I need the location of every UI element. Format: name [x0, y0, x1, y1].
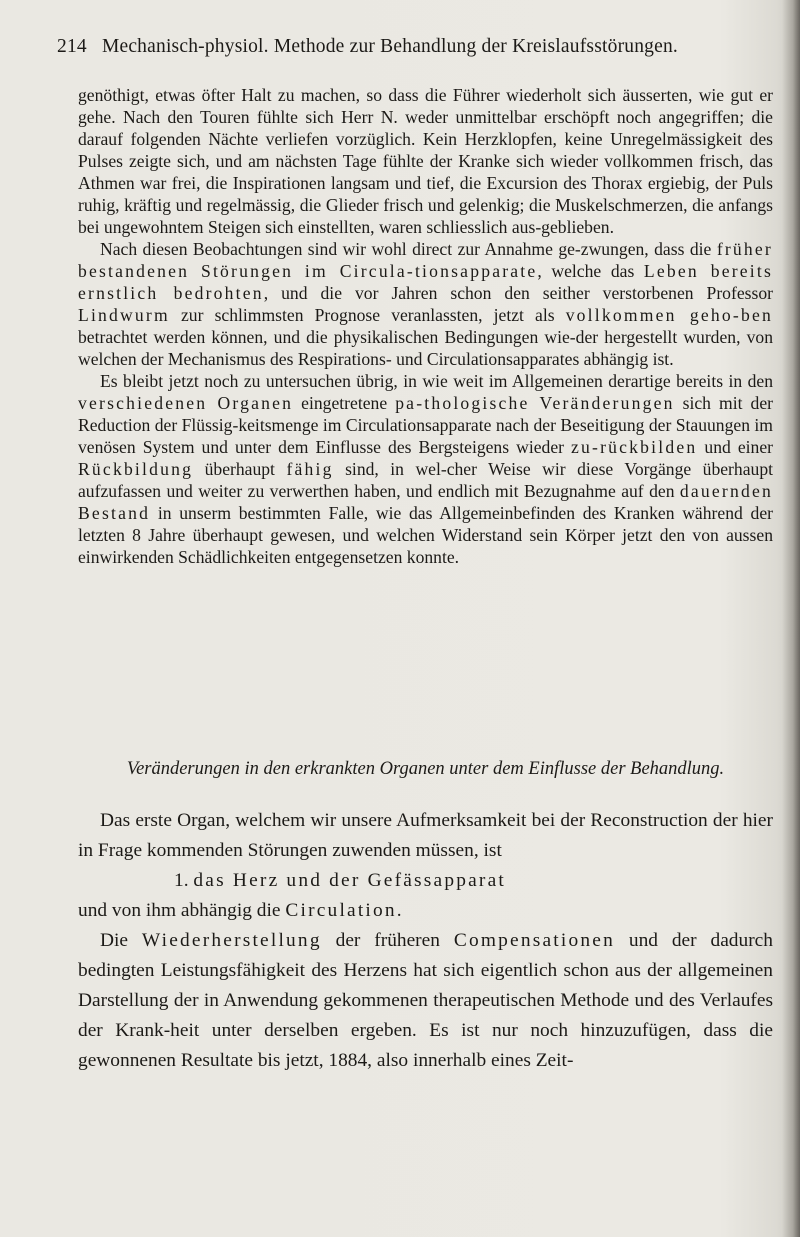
text-run: eingetretene: [301, 393, 388, 413]
emphasis-text: vollkommen geho-ben: [565, 305, 773, 325]
text-run: , welche das: [537, 261, 635, 281]
paragraph-2: [78, 238, 773, 370]
text-run: und der dadurch bedingten Leistungsfähigkeit des Herzens hat sich eigentlich schon aus der allgemeinen Darstellung der in Anwendung gekommenen therapeutischen Methode und des Verlaufes der Krank-heit unter derselben ergeben. Es ist nur noch hinzuzufügen, dass die gewonnenen Resultate bis jetzt, 1884, also innerhalb eines Zeit-: [78, 930, 773, 1071]
text-run: überhaupt: [204, 459, 275, 479]
emphasis-text: Wiederherstellung: [141, 930, 322, 951]
paragraph-4: Das erste Organ, welchem wir unsere Aufmerksamkeit bei der Reconstruction der hier in Frage kommenden Störungen zuwenden müssen, ist: [78, 810, 773, 861]
text-run: Nach diesen Beobachtungen sind wir wohl direct zur Annahme ge-zwungen, dass die: [100, 239, 712, 259]
running-title: Mechanisch-physiol. Methode zur Behandlung der Kreislaufsstörungen.: [101, 36, 678, 57]
emphasis-text: Rückbildung: [78, 459, 194, 479]
text-run: und von ihm abhängig die: [78, 900, 281, 921]
emphasis-text: Circulation.: [285, 900, 404, 921]
text-run: Die: [100, 930, 128, 951]
section-body: [78, 806, 773, 1076]
emphasis-text: fähig: [286, 459, 334, 479]
text-run: sich mit der Reduction der Flüssig-keitsmenge im Circulationsapparate nach der Beseitigung der Stauungen im venösen System und unter dem Einflusse des Bergsteigens wieder: [78, 393, 773, 457]
emphasis-text: Leben bereits ernstlich bedrohten: [78, 261, 774, 303]
paragraph-5: [78, 896, 773, 926]
paragraph-1: genöthigt, etwas öfter Halt zu machen, so dass die Führer wiederholt sich äusserten, wie gut er gehe. Nach den Touren fühlte sich Herr N. weder unmittelbar erschöpft noch angegriffen; die darauf folgenden Nächte verliefen vorzüglich. Kein Herzklopfen, keine Unregelmässigkeit des Pulses zeigte sich, und am nächsten Tage fühlte der Kranke sich wieder vollkommen frisch, das Athmen war frei, die Inspirationen langsam und tief, die Excursion des Thorax ergiebig, der Puls ruhig, kräftig und regelmässig, die Glieder frisch und gelenkig; die Muskelschmerzen, die anfangs bei ungewohntem Steigen sich einstellten, waren schliesslich aus-geblieben.: [78, 85, 773, 237]
emphasis-text: das Herz und der Gefässapparat: [193, 870, 506, 891]
emphasis-text: Compensationen: [453, 930, 615, 951]
item-number: 1.: [174, 870, 189, 891]
emphasis-text: Lindwurm: [78, 305, 170, 325]
running-header: [57, 36, 757, 58]
paragraph-6: [78, 926, 773, 1076]
section-heading: Veränderungen in den erkrankten Organen unter dem Einflusse der Behandlung.: [126, 759, 725, 779]
text-run: zur schlimmsten Prognose veranlassten, jetzt als: [181, 305, 555, 325]
emphasis-text: pa-thologische Veränderungen: [395, 393, 675, 413]
numbered-item: [78, 866, 773, 896]
text-run: in unserm bestimmten Falle, wie das Allgemeinbefinden des Kranken während der letzten 8 Jahre überhaupt gewesen, und welchen Widerstand sein Körper jetzt den von aussen einwirkenden Schädlichkeiten entgegensetzen konnte.: [78, 503, 773, 567]
text-run: der früheren: [335, 930, 440, 951]
page-number: 214: [57, 36, 87, 57]
text-run: Es bleibt jetzt noch zu untersuchen übrig, in wie weit im Allgemeinen derartige bereits in den: [100, 371, 773, 391]
emphasis-text: verschiedenen Organen: [78, 393, 294, 413]
paragraph-3: [78, 370, 773, 568]
emphasis-text: früher bestandenen Störungen im Circula-tionsapparate: [78, 239, 773, 281]
text-run: sind, in wel-cher Weise wir diese Vorgänge überhaupt aufzufassen und weiter zu verwerthen haben, und endlich mit Bezugnahme auf den: [78, 459, 773, 501]
body-text: [78, 84, 773, 568]
text-run: und einer: [704, 437, 774, 457]
emphasis-text: dauernden Bestand: [78, 481, 773, 523]
page-edge-shadow: [782, 0, 800, 1237]
emphasis-text: zu-rückbilden: [571, 437, 698, 457]
text-run: , und die vor Jahren schon den seither verstorbenen Professor: [263, 283, 773, 303]
text-run: betrachtet werden können, und die physikalischen Bedingungen wie-der hergestellt wurden, von welchen der Mechanismus des Respirations- und Circulationsapparates abhängig ist.: [78, 327, 773, 369]
